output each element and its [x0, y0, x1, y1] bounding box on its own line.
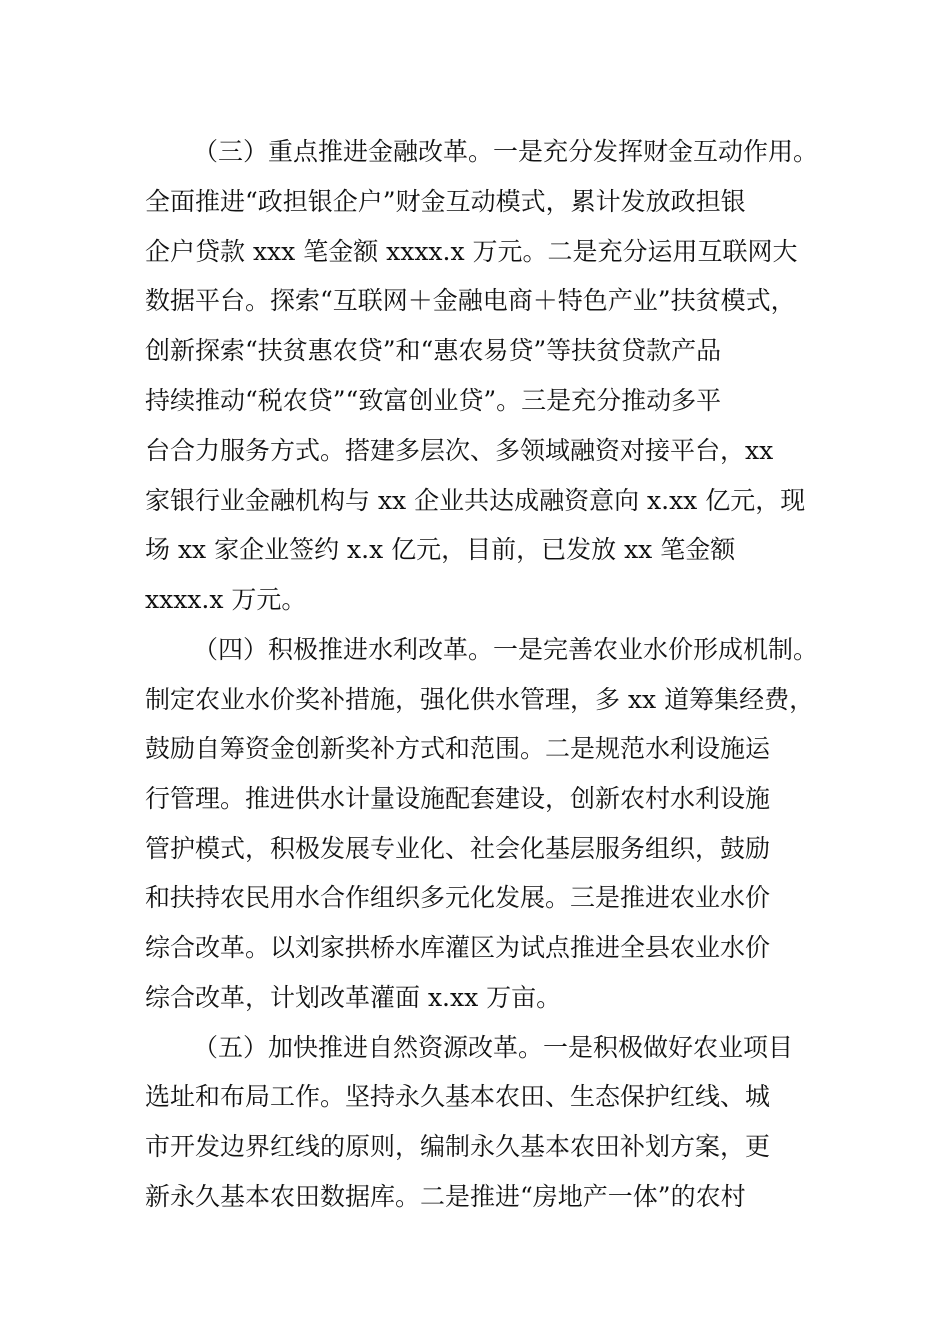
paragraph-4-line-4: 行管理。推进供水计量设施配套建设，创新农村水利设施 — [145, 784, 771, 813]
paragraph-5-line-2: 选址和布局工作。坚持永久基本农田、生态保护红线、城 — [145, 1082, 771, 1111]
paragraph-4-line-3: 鼓励自筹资金创新奖补方式和范围。二是规范水利设施运 — [145, 734, 771, 763]
paragraph-3-line-10: xxxx.x 万元。 — [145, 585, 307, 614]
paragraph-4-line-5: 管护模式，积极发展专业化、社会化基层服务组织，鼓励 — [145, 834, 771, 863]
paragraph-3-line-6: 持续推动“税农贷”“致富创业贷”。三是充分推动多平 — [145, 386, 722, 415]
paragraph-5-line-1: （五）加快推进自然资源改革。一是积极做好农业项目 — [193, 1033, 794, 1062]
paragraph-5-line-4: 新永久基本农田数据库。二是推进“房地产一体”的农村 — [145, 1182, 746, 1211]
paragraph-3-line-1: （三）重点推进金融改革。一是充分发挥财金互动作用。 — [193, 137, 819, 166]
paragraph-4-line-1: （四）积极推进水利改革。一是完善农业水价形成机制。 — [193, 635, 819, 664]
paragraph-3-line-8: 家银行业金融机构与 xx 企业共达成融资意向 x.xx 亿元，现 — [145, 486, 806, 515]
paragraph-3-line-4: 数据平台。探索“互联网＋金融电商＋特色产业”扶贫模式， — [145, 286, 796, 315]
paragraph-3-line-9: 场 xx 家企业签约 x.x 亿元，目前，已发放 xx 笔金额 — [145, 535, 736, 564]
paragraph-5-line-3: 市开发边界红线的原则，编制永久基本农田补划方案，更 — [145, 1132, 771, 1161]
paragraph-3-line-2: 全面推进“政担银企户”财金互动模式，累计发放政担银 — [145, 187, 746, 216]
paragraph-4-line-2: 制定农业水价奖补措施，强化供水管理，多 xx 道筹集经费， — [145, 685, 815, 714]
paragraph-4-line-7: 综合改革。以刘家拱桥水库灌区为试点推进全县农业水价 — [145, 933, 771, 962]
paragraph-3-line-7: 台合力服务方式。搭建多层次、多领域融资对接平台，xx — [145, 436, 774, 465]
paragraph-3-line-5: 创新探索“扶贫惠农贷”和“惠农易贷”等扶贫贷款产品 — [145, 336, 722, 365]
paragraph-4-line-8: 综合改革，计划改革灌面 x.xx 万亩。 — [145, 983, 562, 1012]
paragraph-3-line-3: 企户贷款 xxx 笔金额 xxxx.x 万元。二是充分运用互联网大 — [145, 237, 798, 266]
paragraph-4-line-6: 和扶持农民用水合作组织多元化发展。三是推进农业水价 — [145, 883, 771, 912]
